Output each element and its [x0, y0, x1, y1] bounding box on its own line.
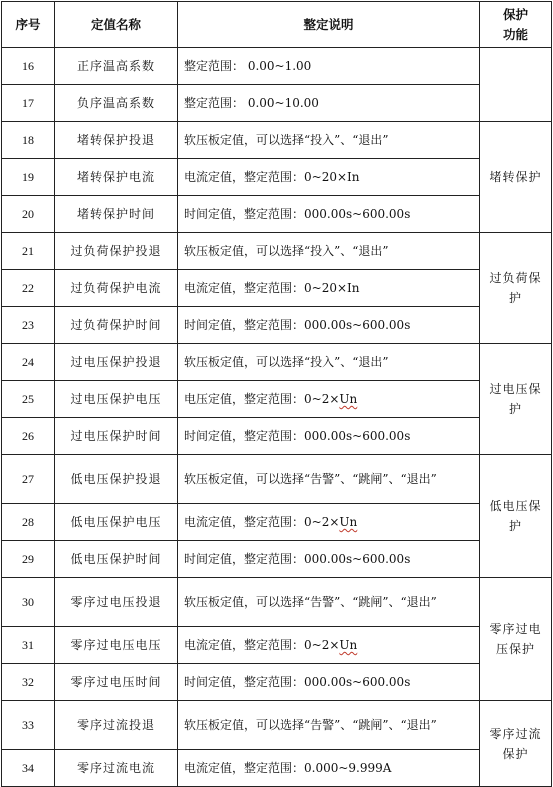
row-desc: 软压板定值，可以选择“投入”、“退出”	[178, 233, 480, 270]
header-name: 定值名称	[55, 2, 178, 48]
row-desc: 时间定值，整定范围：000.00s~600.00s	[178, 196, 480, 233]
row-name: 过负荷保护电流	[55, 270, 178, 307]
row-seq: 32	[2, 664, 55, 701]
row-seq: 25	[2, 381, 55, 418]
row-name: 零序过电压投退	[55, 578, 178, 627]
table-row	[2, 627, 552, 664]
header-function-line1: 保护	[502, 6, 528, 22]
row-seq: 31	[2, 627, 55, 664]
function-stall: 堵转保护	[480, 122, 552, 233]
row-name: 过电压保护电压	[55, 381, 178, 418]
row-seq: 30	[2, 578, 55, 627]
table-row	[2, 196, 552, 233]
row-desc	[178, 504, 480, 541]
table-row	[2, 159, 552, 196]
row-desc: 软压板定值，可以选择“告警”、“跳闸”、“退出”	[178, 578, 480, 627]
row-seq: 18	[2, 122, 55, 159]
table-row	[2, 122, 552, 159]
header-function	[480, 2, 552, 48]
row-desc-text: 电流定值，整定范围：0~2×	[184, 638, 340, 652]
row-name: 低电压保护电压	[55, 504, 178, 541]
row-name: 过电压保护时间	[55, 418, 178, 455]
row-name: 堵转保护电流	[55, 159, 178, 196]
row-desc: 电流定值，整定范围：0.000~9.999A	[178, 750, 480, 787]
row-name: 过负荷保护时间	[55, 307, 178, 344]
row-name: 零序过流电流	[55, 750, 178, 787]
function-zero-seq-overcurrent: 零序过流保护	[480, 701, 552, 787]
header-desc: 整定说明	[178, 2, 480, 48]
function-cell-empty	[480, 48, 552, 122]
row-name: 低电压保护投退	[55, 455, 178, 504]
function-overload: 过负荷保护	[480, 233, 552, 344]
row-desc: 时间定值，整定范围：000.00s~600.00s	[178, 664, 480, 701]
table-row	[2, 381, 552, 418]
row-seq: 26	[2, 418, 55, 455]
table-row	[2, 455, 552, 504]
row-desc: 整定范围： 0.00~1.00	[178, 48, 480, 85]
row-seq: 16	[2, 48, 55, 85]
row-desc: 时间定值，整定范围：000.00s~600.00s	[178, 307, 480, 344]
table-row	[2, 701, 552, 750]
row-seq: 29	[2, 541, 55, 578]
row-seq: 19	[2, 159, 55, 196]
row-name: 堵转保护投退	[55, 122, 178, 159]
row-desc-unit: Un	[339, 515, 358, 529]
row-desc-text: 电流定值，整定范围：0~2×	[184, 515, 340, 529]
row-name: 过负荷保护投退	[55, 233, 178, 270]
row-name: 堵转保护时间	[55, 196, 178, 233]
table-row	[2, 578, 552, 627]
header-seq: 序号	[2, 2, 55, 48]
table-row	[2, 418, 552, 455]
row-desc	[178, 381, 480, 418]
row-name: 负序温高系数	[55, 85, 178, 122]
row-desc: 软压板定值，可以选择“投入”、“退出”	[178, 122, 480, 159]
function-overvoltage: 过电压保护	[480, 344, 552, 455]
row-desc-unit: Un	[339, 392, 358, 406]
table-header-row	[2, 2, 552, 48]
row-seq: 27	[2, 455, 55, 504]
row-desc: 电流定值，整定范围：0~20×In	[178, 159, 480, 196]
row-seq: 20	[2, 196, 55, 233]
row-desc-unit: Un	[339, 638, 358, 652]
row-desc: 软压板定值，可以选择“告警”、“跳闸”、“退出”	[178, 455, 480, 504]
row-desc	[178, 627, 480, 664]
row-name: 低电压保护时间	[55, 541, 178, 578]
row-desc: 电流定值，整定范围：0~20×In	[178, 270, 480, 307]
row-seq: 21	[2, 233, 55, 270]
table-row	[2, 541, 552, 578]
table-row	[2, 307, 552, 344]
row-seq: 24	[2, 344, 55, 381]
row-desc: 时间定值，整定范围：000.00s~600.00s	[178, 418, 480, 455]
row-seq: 33	[2, 701, 55, 750]
row-name: 零序过流投退	[55, 701, 178, 750]
row-name: 正序温高系数	[55, 48, 178, 85]
row-seq: 22	[2, 270, 55, 307]
header-function-line2: 功能	[502, 26, 528, 42]
row-seq: 34	[2, 750, 55, 787]
row-desc: 整定范围： 0.00~10.00	[178, 85, 480, 122]
table-row	[2, 504, 552, 541]
table-row	[2, 48, 552, 85]
row-desc: 软压板定值，可以选择“投入”、“退出”	[178, 344, 480, 381]
row-name: 过电压保护投退	[55, 344, 178, 381]
table-row	[2, 750, 552, 787]
table-row	[2, 664, 552, 701]
row-seq: 23	[2, 307, 55, 344]
row-desc-text: 电压定值，整定范围：0~2×	[184, 392, 340, 406]
row-desc: 软压板定值，可以选择“告警”、“跳闸”、“退出”	[178, 701, 480, 750]
table-row	[2, 233, 552, 270]
table-row	[2, 344, 552, 381]
row-seq: 17	[2, 85, 55, 122]
function-undervoltage: 低电压保护	[480, 455, 552, 578]
row-name: 零序过电压电压	[55, 627, 178, 664]
protection-settings-table	[1, 1, 552, 787]
table-row	[2, 270, 552, 307]
row-desc: 时间定值，整定范围：000.00s~600.00s	[178, 541, 480, 578]
table-row	[2, 85, 552, 122]
row-name: 零序过电压时间	[55, 664, 178, 701]
function-zero-seq-overvoltage: 零序过电压保护	[480, 578, 552, 701]
row-seq: 28	[2, 504, 55, 541]
